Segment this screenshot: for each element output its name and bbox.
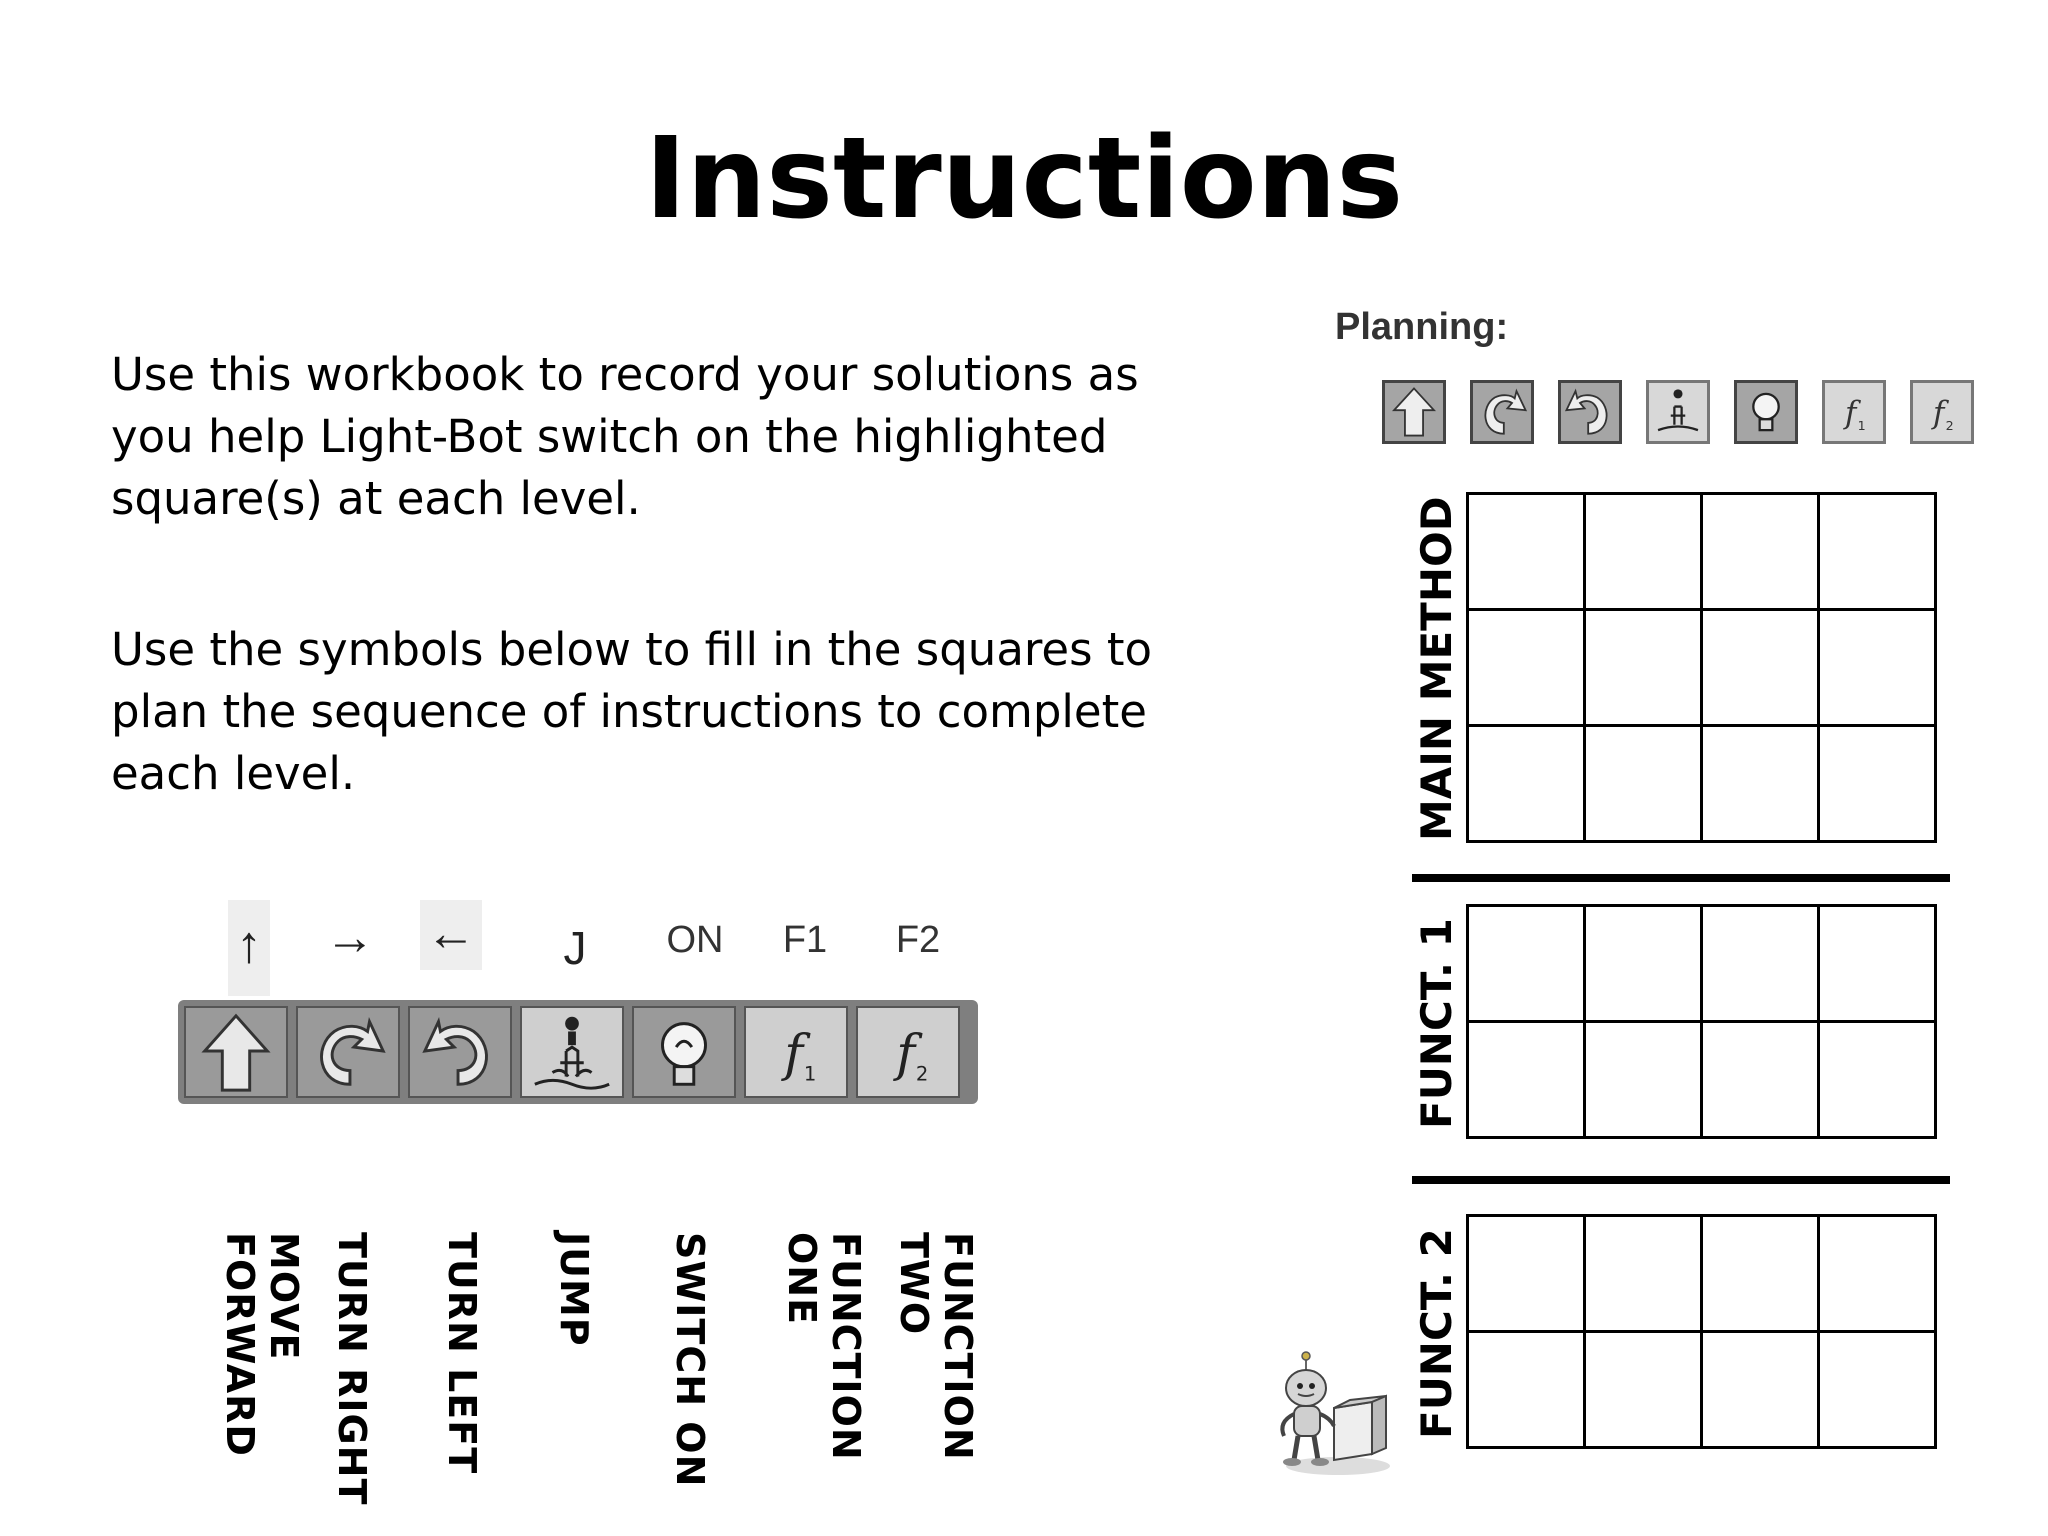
svg-text:1: 1 bbox=[803, 1062, 817, 1086]
section-divider bbox=[1412, 1176, 1950, 1184]
plan-cell[interactable] bbox=[1585, 906, 1702, 1022]
intro-paragraph: Use this workbook to record your solutions as you help Light-Bot switch on the highlighted square(s) at each level. bbox=[111, 348, 1139, 525]
plan-cell[interactable] bbox=[1585, 1216, 1702, 1332]
plan-cell[interactable] bbox=[1819, 1216, 1936, 1332]
plan-cell[interactable] bbox=[1468, 494, 1585, 610]
svg-text:f: f bbox=[784, 1023, 804, 1083]
plan-function-one-icon bbox=[1822, 380, 1886, 444]
plan-cell[interactable] bbox=[1702, 1332, 1819, 1448]
symbol-function-two: F2 bbox=[895, 919, 941, 961]
plan-cell[interactable] bbox=[1819, 610, 1936, 726]
plan-cell[interactable] bbox=[1819, 1332, 1936, 1448]
turn-left-icon bbox=[408, 1006, 512, 1098]
svg-text:2: 2 bbox=[915, 1062, 929, 1086]
plan-cell[interactable] bbox=[1468, 906, 1585, 1022]
section-divider bbox=[1412, 874, 1950, 882]
plan-cell[interactable] bbox=[1702, 1216, 1819, 1332]
svg-text:f: f bbox=[1932, 394, 1945, 431]
funct-one-label: FUNCT. 1 bbox=[1412, 918, 1461, 1130]
plan-bulb-icon bbox=[1734, 380, 1798, 444]
label-turn-right: TURN RIGHT bbox=[330, 1232, 374, 1506]
label-function-two: FUNCTION TWO bbox=[892, 1232, 980, 1461]
plan-function-two-icon bbox=[1910, 380, 1974, 444]
symbol-function-one: F1 bbox=[782, 919, 828, 961]
planning-heading: Planning: bbox=[1335, 306, 1509, 348]
plan-cell[interactable] bbox=[1819, 906, 1936, 1022]
turn-right-icon bbox=[296, 1006, 400, 1098]
funct-two-label: FUNCT. 2 bbox=[1412, 1228, 1461, 1440]
symbol-turn-left: ← bbox=[420, 900, 482, 970]
plan-cell[interactable] bbox=[1585, 494, 1702, 610]
label-move-forward: MOVE FORWARD bbox=[218, 1232, 306, 1457]
label-jump: JUMP bbox=[552, 1232, 596, 1347]
symbol-turn-right: → bbox=[325, 909, 375, 965]
command-bar bbox=[178, 1000, 978, 1104]
plan-cell[interactable] bbox=[1702, 1022, 1819, 1138]
plan-cell[interactable] bbox=[1819, 494, 1936, 610]
symbol-move-forward: ↑ bbox=[228, 900, 270, 996]
svg-text:1: 1 bbox=[1857, 418, 1866, 434]
page-title: Instructions bbox=[644, 114, 1404, 244]
plan-cell[interactable] bbox=[1468, 610, 1585, 726]
plan-jump-icon bbox=[1646, 380, 1710, 444]
plan-arrow-up-icon bbox=[1382, 380, 1446, 444]
svg-text:2: 2 bbox=[1945, 418, 1954, 434]
plan-cell[interactable] bbox=[1468, 1332, 1585, 1448]
plan-cell[interactable] bbox=[1819, 726, 1936, 842]
plan-turn-left-icon bbox=[1558, 380, 1622, 444]
label-function-one: FUNCTION ONE bbox=[780, 1232, 868, 1461]
plan-cell[interactable] bbox=[1702, 726, 1819, 842]
symbol-jump: J bbox=[563, 922, 587, 974]
function-one-icon bbox=[744, 1006, 848, 1098]
symbol-switch-on: ON bbox=[666, 919, 724, 961]
plan-cell[interactable] bbox=[1702, 610, 1819, 726]
svg-text:f: f bbox=[896, 1023, 916, 1083]
plan-turn-right-icon bbox=[1470, 380, 1534, 444]
funct-two-grid bbox=[1466, 1214, 1937, 1449]
plan-cell[interactable] bbox=[1702, 494, 1819, 610]
function-two-icon bbox=[856, 1006, 960, 1098]
main-method-label: MAIN METHOD bbox=[1412, 496, 1461, 842]
main-method-grid bbox=[1466, 492, 1937, 843]
plan-cell[interactable] bbox=[1702, 906, 1819, 1022]
label-switch-on: SWITCH ON bbox=[668, 1232, 712, 1488]
plan-cell[interactable] bbox=[1468, 1022, 1585, 1138]
arrow-up-icon bbox=[184, 1006, 288, 1098]
bulb-icon bbox=[632, 1006, 736, 1098]
jump-icon bbox=[520, 1006, 624, 1098]
plan-cell[interactable] bbox=[1819, 1022, 1936, 1138]
plan-cell[interactable] bbox=[1585, 1332, 1702, 1448]
plan-cell[interactable] bbox=[1585, 610, 1702, 726]
svg-text:f: f bbox=[1844, 394, 1857, 431]
plan-cell[interactable] bbox=[1468, 1216, 1585, 1332]
light-bot-robot-icon bbox=[1268, 1348, 1398, 1478]
plan-cell[interactable] bbox=[1585, 1022, 1702, 1138]
plan-cell[interactable] bbox=[1585, 726, 1702, 842]
funct-one-grid bbox=[1466, 904, 1937, 1139]
symbols-paragraph: Use the symbols below to fill in the squares to plan the sequence of instructions to complete each level. bbox=[111, 623, 1153, 800]
label-turn-left: TURN LEFT bbox=[440, 1232, 484, 1475]
plan-cell[interactable] bbox=[1468, 726, 1585, 842]
